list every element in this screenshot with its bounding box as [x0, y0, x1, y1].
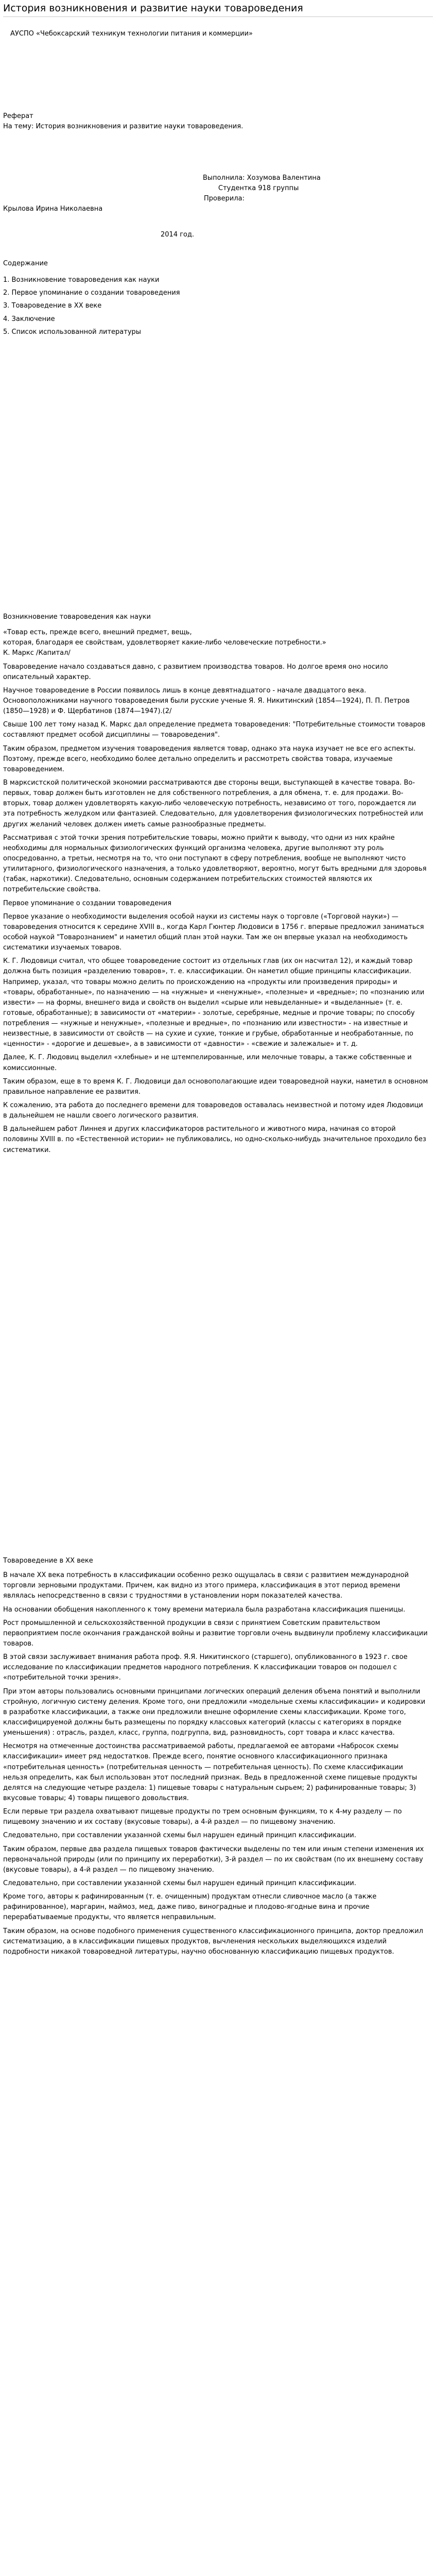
work-topic: На тему: История возникновения и развитие науки товароведения.: [3, 123, 243, 131]
epigraph-source: К. Маркс /Капитал/: [3, 649, 71, 657]
paragraph: Научное товароведение в России появилось лишь в конце девятнадцатого - начале двадцатого века. Основоположниками научного товароведения были русские ученые Я. Я. Никитинский (1854—1924), П. П. Петров (1850—1928) и Ф. Щербатинов (1874—1947).(2/: [3, 686, 410, 716]
paragraph: Первое указание о необходимости выделения особой науки из системы наук о торговле («Торговой науки») — товароведения относится к середине XVIII в., когда Карл Гюнтер Людовиси в 1756 г. впервые предложил заниматься особой наукой "Товарознанием" и наметил общий план этой науки. Там же он впервые указал на необходимость систематики изучаемых товаров.: [3, 912, 424, 952]
paragraph: Товароведение начало создаваться давно, с развитием производства товаров. Но долгое время оно носило описательный характер.: [3, 663, 388, 681]
teacher-name: Крылова Ирина Николаевна: [3, 205, 103, 213]
institution-line: [3, 29, 428, 39]
year-block: [3, 230, 428, 240]
epigraph-line: которая, благодаря ее свойствам, удовлетворяет какие-либо человеческие потребности.»: [3, 639, 326, 647]
contents-item: 3. Товароведение в ХХ веке: [3, 302, 102, 310]
paragraph: Рост промышленной и сельскохозяйственной продукции в связи с принятием Советским правительством первоприятием после окончания гражданской войны и развитие торговли очень выдвинули проблему классификации товаров.: [3, 1619, 428, 1648]
table-of-contents: [3, 259, 428, 340]
epigraph-line: «Товар есть, прежде всего, внешний предмет, вещь,: [3, 629, 192, 637]
paragraph: Кроме того, авторы к рафинированным (т. е. очищенным) продуктам отнесли сливочное масло (а также рафинированное), маргарин, маймоз, мед, даже пиво, виноградные и плодово-ягодные вина и прочие перерабатываемые продукты, что является неправильным.: [3, 1893, 377, 1922]
section-heading: Товароведение в ХХ веке: [3, 1557, 93, 1565]
paragraph: Таким образом, на основе подобного применения существенного классификационного принципа, доктор предложил систематизацию, а в классификации пищевых продуктов, вычленения нескольких выделяющихся изделий подробности никакой товароведной литературы, научно обоснованную классификацию пищевых продуктов.: [3, 1927, 424, 1956]
contents-item: 4. Заключение: [3, 315, 55, 323]
performed-by: Выполнила: Хозумова Валентина: [203, 174, 321, 182]
title-divider: [3, 16, 433, 17]
paragraph: В дальнейшем работ Линнея и других классификаторов растительного и животного мира, начиная со второй половины XVIII в. по «Естественной истории» не публиковались, но одно-сколько-нибудь значительное проходило без систематики.: [3, 1125, 426, 1154]
contents-item: 1. Возникновение товароведения как науки: [3, 276, 160, 284]
paragraph: Таким образом, предметом изучения товароведения является товар, однако эта наука изучает не все его аспекты. Поэтому, прежде всего, необходимо более детально определить и рассмотреть свойства товара, изучаемые товароведением.: [3, 744, 416, 773]
paragraph: При этом авторы пользовались основными принципами логических операций деления объема понятий и выполнили стройную, логичную систему деления. Кроме того, они предложили «модельные схемы классификации» и кодировки в разработке классификации, а также они предложили внешне оформление схемы классификации. Кроме того, классифицируемой должны быть размещены по порядку классовых категорий (классы с категориях в порядке уменьшения) : отрасль, раздел, класс, группа, подгруппа, вид, разновидность, сорт товара и класс качества.: [3, 1687, 426, 1737]
section-20th-century: [3, 1556, 428, 1960]
checked-by: Проверила:: [204, 195, 245, 203]
paragraph: Далее, К. Г. Людовиц выделил «хлебные» и не штемпелированные, или мелочные товары, а также собственные и комиссионные.: [3, 1054, 412, 1072]
institution-name: АУСПО «Чебоксарский техникум технологии питания и коммерции»: [10, 30, 253, 38]
author-block: [3, 173, 428, 215]
paragraph: Таким образом, еще в то время К. Г. Людовици дал основополагающие идеи товароведной науки, наметил в основном правильное направление ее развития.: [3, 1077, 428, 1096]
paragraph: В этой связи заслуживает внимания работа проф. Я.Я. Никитинского (старшего), опубликованного в 1923 г. свое исследование по классификации предметов народного потребления. К классификации товаров он подошел с «потребительной точки зрения».: [3, 1653, 408, 1682]
paragraph: В начале ХХ века потребность в классификации особенно резко ощущалась в связи с развитием международной торговли зерновыми продуктами. Причем, как видно из этого примера, классификация в этот период времени являлась непосредственно в связи с трудностями в установлении норм показателей качества.: [3, 1571, 409, 1600]
contents-heading: Содержание: [3, 260, 48, 267]
student-group: Студентка 918 группы: [218, 184, 299, 193]
paragraph: К. Г. Людовици считал, что общее товароведение состоит из отдельных глав (их он насчитал 12), и каждый товар должна быть позиция «разделению товаров», т. е. классификации. Он наметил общие принципы классификации. Например, указал, что товары можно делить по происхождению на «продукты или произведения природы» и «товары, обработанные», по назначению — на «нужные» и «ненужные», «полезные» и «вредные»; по «познанию или извести» — на формы, внешнего вида и свойств он выделил «сырые или невыделанные» и «выделанные» (т. е. готовые, обработанные); в зависимости от «материи» - золотые, серебряные, медные и прочие товары; по способу потребления — «нужные и ненужные», «полезные и вредные», по «познанию или известности» - на известные и неизвестные, в зависимости от свойств — на сухие и сухие, тонкие и грубые, обработанные и необработанные, по «ценности» - «дорогие и дешевые», а в зависимости от «давности» - «свежие и залежалые» и т. д.: [3, 957, 425, 1048]
contents-item: 5. Список использованной литературы: [3, 328, 142, 336]
paragraph: На основании обобщения накопленного к тому времени материала была разработана классификация пшеницы.: [3, 1605, 406, 1614]
paragraph: Следовательно, при составлении указанной схемы был нарушен единый принцип классификации.: [3, 1832, 356, 1840]
subsection-heading: Первое упоминание о создании товароведения: [3, 899, 172, 907]
work-type: Реферат: [3, 112, 33, 120]
paragraph: К сожалению, эта работа до последнего времени для товароведов оставалась неизвестной и потому идея Людовици в дальнейшем не нашли своего логического развития.: [3, 1101, 423, 1120]
paragraph: Рассматривая с этой точки зрения потребительские товары, можно прийти к выводу, что одни из них крайне необходимы для нормальных физиологических функций организма человека, другие выполняют эту роль опосредованно, а третьи, несмотря на то, что они поступают в сферу потребления, вообще не выполняют чисто утилитарного, физиологического назначения, а только удовлетворяют, вероятно, могут быть вредными для здоровья (табак, наркотики). Следовательно, основным содержанием потребительских стоимостей являются их потребительские свойства.: [3, 834, 427, 894]
paragraph: Свыше 100 лет тому назад К. Маркс дал определение предмета товароведения: "Потребительные стоимости товаров составляют предмет особой дисциплины — товароведения".: [3, 721, 426, 739]
page-title: История возникновения и развитие науки товароведения: [3, 3, 303, 14]
document-year: 2014 год.: [161, 231, 195, 239]
paragraph: В марксистской политической экономии рассматриваются две стороны вещи, выступающей в качестве товара. Во-первых, товар должен быть изготовлен не для собственного потребления, а для обмена, т. е. для продажи. Во-вторых, товар должен удовлетворять какую-либо человеческую потребность, независимо от того, порождается ли эта потребность желудком или фантазией. Следовательно, для удовлетворения физиологических потребностей или других желаний человек должен иметь самые разнообразные предметы.: [3, 778, 424, 828]
paragraph: Таким образом, первые два раздела пищевых товаров фактически выделены по тем или иным степени изменения их первоначальной природы (или по принципу их переработки), 3-й раздел — по их свойствам (по их внешнему составу (вкусовые товары), а 4-й раздел — по пищевому значению.: [3, 1845, 424, 1874]
work-type-block: [3, 111, 428, 132]
paragraph: Следовательно, при составлении указанной схемы был нарушен единый принцип классификации.: [3, 1879, 356, 1887]
section-heading: Возникновение товароведения как науки: [3, 613, 151, 621]
paragraph: Несмотря на отмеченные достоинства рассматриваемой работы, предлагаемой ее авторами «Набросок схемы классификации» имеет ряд недостатков. Прежде всего, понятие основного классификационного признака «потребительная ценность» (потребительная ценность — потребительная ценность). По схеме классификации нельзя определить, как был использован этот последний признак. Ведь в предложенной схеме пищевые продукты делятся на следующие четыре раздела: 1) пищевые товары с натуральным сырьем; 2) рафинированные товары; 3) вкусовые товары; 4) товары пищевого довольствия.: [3, 1742, 417, 1802]
section-origin: [3, 612, 428, 1159]
contents-item: 2. Первое упоминание о создании товароведения: [3, 289, 180, 297]
paragraph: Если первые три раздела охватывают пищевые продукты по трем основным функциям, то к 4-му разделу — по пищевому значению и их составу (вкусовые товары), а 4-й раздел — по пищевому значению.: [3, 1808, 402, 1826]
